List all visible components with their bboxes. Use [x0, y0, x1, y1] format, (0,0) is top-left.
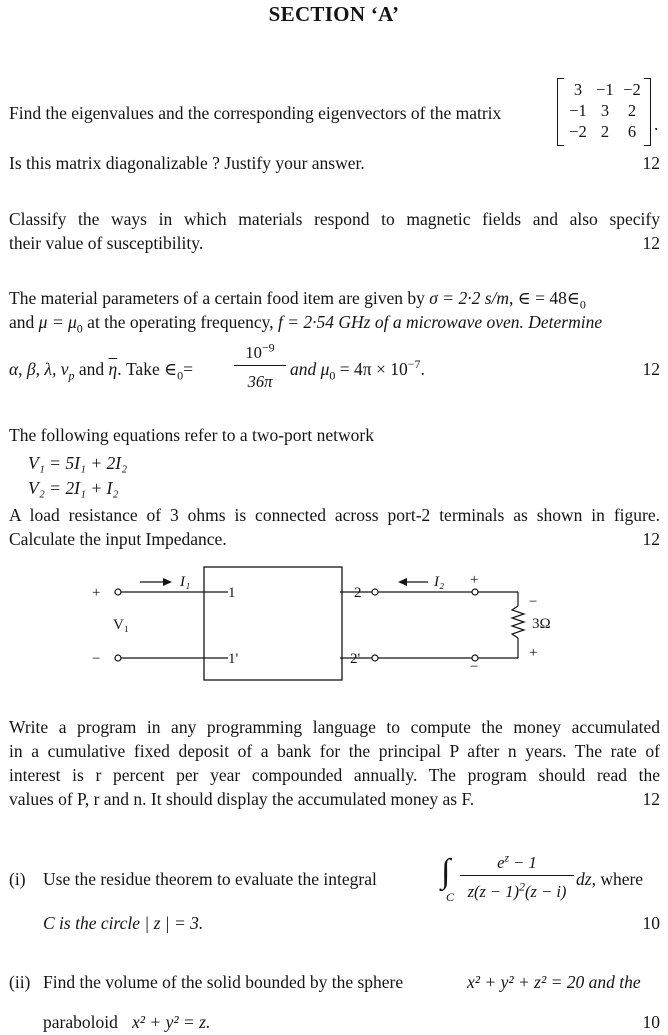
q6-part2-line2: paraboloid — [43, 1012, 118, 1032]
matrix-cell: 3 — [573, 80, 583, 99]
frac-denominator: 36π — [247, 372, 273, 391]
q3-text: and μ — [290, 359, 330, 379]
q3-line3: α, β, λ, $v_p$ and $\overline{\eta}$. Take $\in_0=$ — [9, 359, 193, 383]
q4-eq2: V₂ = 2I₁ + I₂ — [28, 478, 119, 498]
q2-line1: Classify the ways in which materials respond to magnetic fields and also specify — [9, 209, 660, 229]
q3-mu0-value: = 4π × 10 — [339, 359, 408, 379]
integrand-fraction — [460, 851, 574, 904]
q5-line3: interest is r percent per year compounded annually. The program should read the — [9, 765, 660, 785]
fig-plus-left: + — [92, 585, 101, 601]
q3-text: and — [78, 359, 105, 379]
matrix-cell: −1 — [569, 101, 587, 120]
q3-line2: and $\mu = \mu_0$ at the operating frequency, f = 2·54 GHz of a microwave oven. Determine — [9, 312, 603, 336]
integral-subscript: C — [446, 890, 455, 904]
fig-minus-right-bottom: − — [470, 659, 479, 675]
fig-terminal-1: 1 — [228, 585, 236, 601]
q3-text: and — [9, 312, 35, 332]
fig-resistor-label: 3Ω — [532, 616, 551, 632]
fig-terminal-1p: 1' — [228, 651, 239, 667]
matrix-cell: −1 — [596, 80, 614, 99]
q1-line1: Find the eigenvalues and the corresponding eigenvectors of the matrix — [9, 103, 502, 123]
fig-i2: I₂ — [434, 574, 445, 590]
frac-numerator: $10^{-9}$ — [234, 341, 286, 366]
q2-line2: their value of susceptibility. — [9, 233, 204, 253]
i2-arrowhead — [398, 578, 407, 586]
q1-marks: 12 — [642, 153, 660, 173]
q1-matrix — [557, 78, 657, 144]
q6-part2-marks: 10 — [642, 1012, 660, 1032]
fig-v1: V₁ — [113, 617, 130, 633]
q3-take: . Take ∈ — [117, 359, 178, 379]
q6-part2-text: Find the volume of the solid bounded by the sphere — [43, 972, 404, 992]
q3-epsilon: ∈ = 48∈ — [517, 288, 580, 308]
q1-line2: Is this matrix diagonalizable ? Justify your answer. — [9, 153, 365, 173]
q6-part1-line2: C is the circle | z | = 3. — [43, 913, 204, 933]
q4-line4: Calculate the input Impedance. — [9, 529, 227, 549]
q4-line3: A load resistance of 3 ohms is connected across port-2 terminals as shown in figure. — [9, 505, 660, 525]
q3-text: at the operating frequency, — [87, 312, 274, 332]
matrix-cell: 2 — [600, 122, 610, 141]
q4-eq1: V₁ = 5I₁ + 2I₂ — [28, 453, 128, 473]
matrix-cell: 3 — [600, 101, 610, 120]
matrix-period: . — [654, 114, 659, 134]
q3-line1: The material parameters of a certain food item are given by σ = 2·2 s/m, ∈ = $48\in_0$ — [9, 288, 586, 312]
two-port-network-figure — [0, 560, 668, 695]
q3-frequency: f = 2·54 GHz of a microwave oven. Determine — [277, 312, 603, 332]
q6-dz: dz, where — [576, 869, 644, 889]
fig-terminal-2: 2 — [354, 585, 362, 601]
section-title: SECTION ‘A’ — [268, 2, 400, 26]
matrix-cell: 6 — [627, 122, 637, 141]
fig-i1: I₁ — [180, 574, 191, 590]
q6-part1-label: (i) — [9, 869, 26, 889]
matrix-cell: 2 — [627, 101, 637, 120]
fig-terminal-2p: 2' — [350, 651, 361, 667]
q3-mu: μ = μ — [38, 312, 77, 332]
q4-intro: The following equations refer to a two-port network — [9, 425, 374, 445]
matrix-left-bracket — [557, 78, 564, 146]
q5-line1: Write a program in any programming language to compute the money accumulated — [9, 717, 660, 737]
q6-part1-text: Use the residue theorem to evaluate the integral — [43, 869, 377, 889]
q6-part1-marks: 10 — [642, 913, 660, 933]
integral-sign: ∫ — [441, 853, 451, 890]
matrix-cell: −2 — [569, 122, 587, 141]
integrand-denominator: $z(z - 1)^2(z - i)$ — [467, 879, 567, 901]
q6-paraboloid-eq: x² + y² = z. — [132, 1012, 211, 1032]
q2-marks: 12 — [642, 233, 660, 253]
q3-eta: $\overline{\eta}$ — [108, 359, 118, 379]
q3-marks: 12 — [642, 359, 660, 379]
fig-minus-left: − — [92, 651, 101, 667]
i1-arrowhead — [163, 578, 172, 586]
integrand-numerator: $e^z - 1$ — [460, 851, 574, 876]
q5-line2: in a cumulative fixed deposit of a bank for the principal P after n years. The rate of — [9, 741, 660, 761]
q6-part2-label: (ii) — [9, 972, 31, 992]
matrix-row — [565, 120, 645, 144]
fig-plus-right-bottom: + — [529, 645, 538, 661]
q3-fraction — [234, 341, 286, 394]
q3-text: The material parameters of a certain food item are given by — [9, 288, 425, 308]
q3-sigma: σ = 2·2 s/m, — [429, 288, 514, 308]
matrix-right-bracket — [644, 78, 651, 146]
fig-plus-right: + — [470, 572, 479, 588]
q5-marks: 12 — [642, 789, 660, 809]
q3-mu0: and $\mu_0 = 4\pi \times 10^{-7}$. — [290, 357, 425, 383]
q4-marks: 12 — [642, 529, 660, 549]
matrix-cell: −2 — [623, 80, 641, 99]
q3-variables: α, β, λ, v — [9, 359, 69, 379]
fig-minus-right-top: − — [529, 594, 538, 610]
q5-line4: values of P, r and n. It should display the accumulated money as F. — [9, 789, 475, 809]
q6-sphere-eq: x² + y² + z² = 20 and the — [467, 972, 641, 992]
